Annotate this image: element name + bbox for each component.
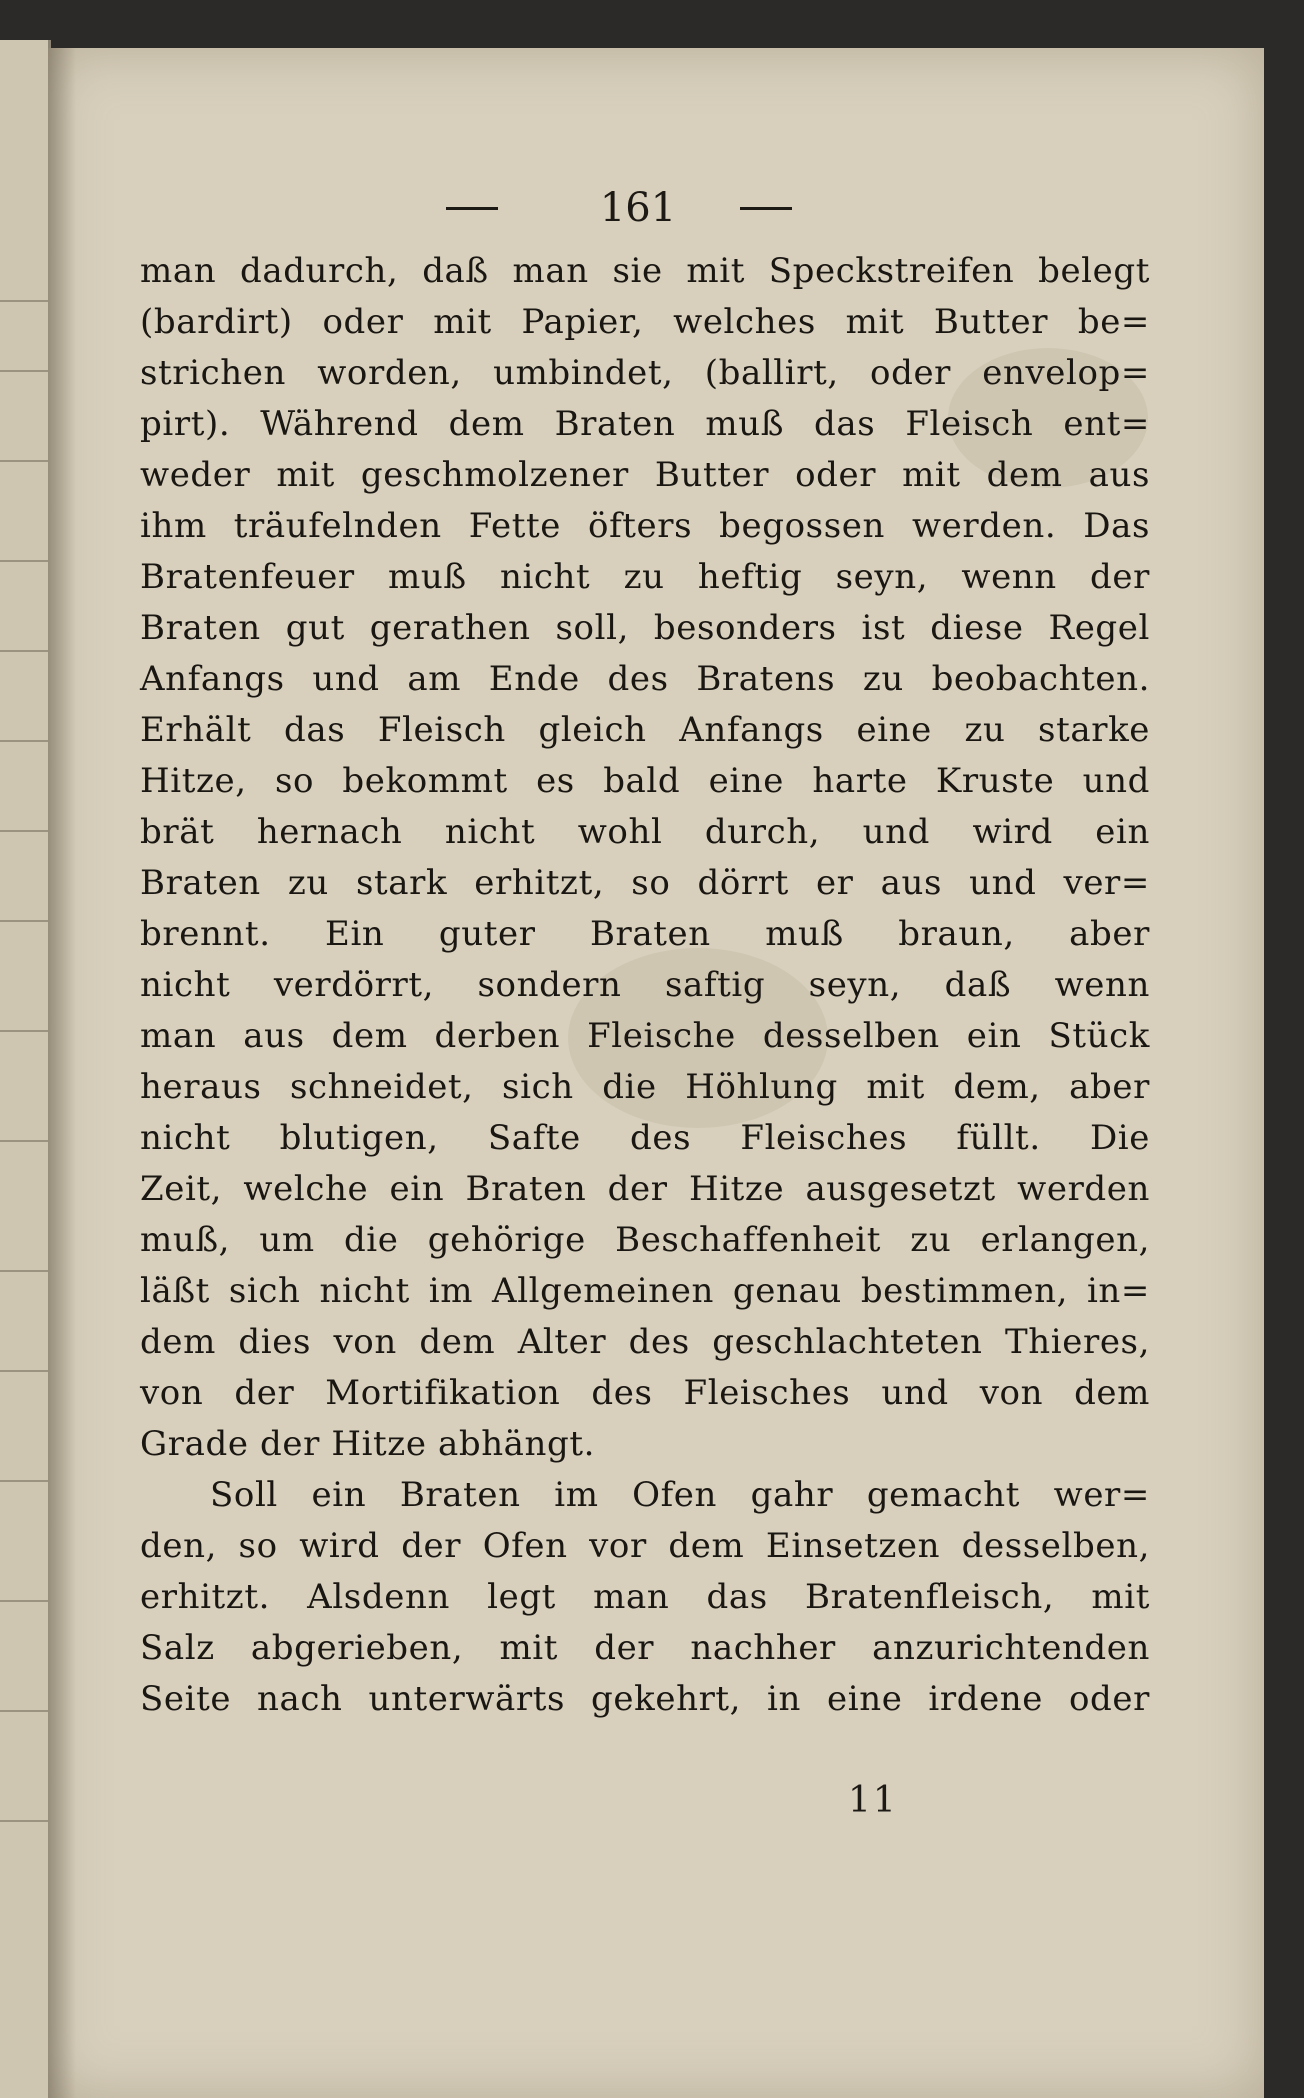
text-line: Braten zu stark erhitzt, so dörrt er aus und ver= (140, 863, 1150, 903)
text-line: Seite nach unterwärts gekehrt, in eine irdene oder (140, 1679, 1150, 1719)
text-line: Soll ein Braten im Ofen gahr gemacht wer= (210, 1475, 1150, 1515)
text-line: ihm träufelnden Fette öfters begossen werden. Das (140, 506, 1150, 546)
text-line: von der Mortifikation des Fleisches und von dem (140, 1373, 1150, 1413)
text-line: läßt sich nicht im Allgemeinen genau bestimmen, in= (140, 1271, 1150, 1311)
page-header (428, 173, 848, 243)
text-line: Zeit, welche ein Braten der Hitze ausgesetzt werden (140, 1169, 1150, 1209)
text-line: brennt. Ein guter Braten muß braun, aber (140, 914, 1150, 954)
text-line: pirt). Während dem Braten muß das Fleisch ent= (140, 404, 1150, 444)
text-line: Anfangs und am Ende des Bratens zu beobachten. (140, 659, 1150, 699)
text-line: Braten gut gerathen soll, besonders ist diese Regel (140, 608, 1150, 648)
text-line: heraus schneidet, sich die Höhlung mit dem, aber (140, 1067, 1150, 1107)
text-line: brät hernach nicht wohl durch, und wird ein (140, 812, 1150, 852)
body-text (140, 246, 1150, 1725)
text-line: den, so wird der Ofen vor dem Einsetzen desselben, (140, 1526, 1150, 1566)
text-line: Hitze, so bekommt es bald eine harte Kruste und (140, 761, 1150, 801)
text-line: dem dies von dem Alter des geschlachteten Thieres, (140, 1322, 1150, 1362)
book-page (48, 48, 1264, 2098)
text-line: Grade der Hitze abhängt. (140, 1424, 596, 1464)
text-line: erhitzt. Alsdenn legt man das Bratenfleisch, mit (140, 1577, 1150, 1617)
text-line: man aus dem derben Fleische desselben ein Stück (140, 1016, 1150, 1056)
text-line: (bardirt) oder mit Papier, welches mit Butter be= (140, 302, 1150, 342)
text-line: nicht blutigen, Safte des Fleisches füllt. Die (140, 1118, 1150, 1158)
text-line: muß, um die gehörige Beschaffenheit zu erlangen, (140, 1220, 1150, 1260)
signature-mark: 11 (848, 1780, 898, 1821)
facing-page-edge (0, 40, 51, 2098)
text-line: man dadurch, daß man sie mit Speckstreifen belegt (140, 251, 1150, 291)
header-dash-right (740, 207, 792, 210)
text-line: Erhält das Fleisch gleich Anfangs eine zu starke (140, 710, 1150, 750)
text-line: nicht verdörrt, sondern saftig seyn, daß wenn (140, 965, 1150, 1005)
text-line: weder mit geschmolzener Butter oder mit dem aus (140, 455, 1150, 495)
text-line: Salz abgerieben, mit der nachher anzurichtenden (140, 1628, 1150, 1668)
text-line: strichen worden, umbindet, (ballirt, oder envelop= (140, 353, 1150, 393)
text-line: Bratenfeuer muß nicht zu heftig seyn, wenn der (140, 557, 1150, 597)
header-dash-left (446, 207, 498, 210)
spine-shadow (48, 48, 76, 2098)
page-number: 161 (599, 185, 677, 231)
